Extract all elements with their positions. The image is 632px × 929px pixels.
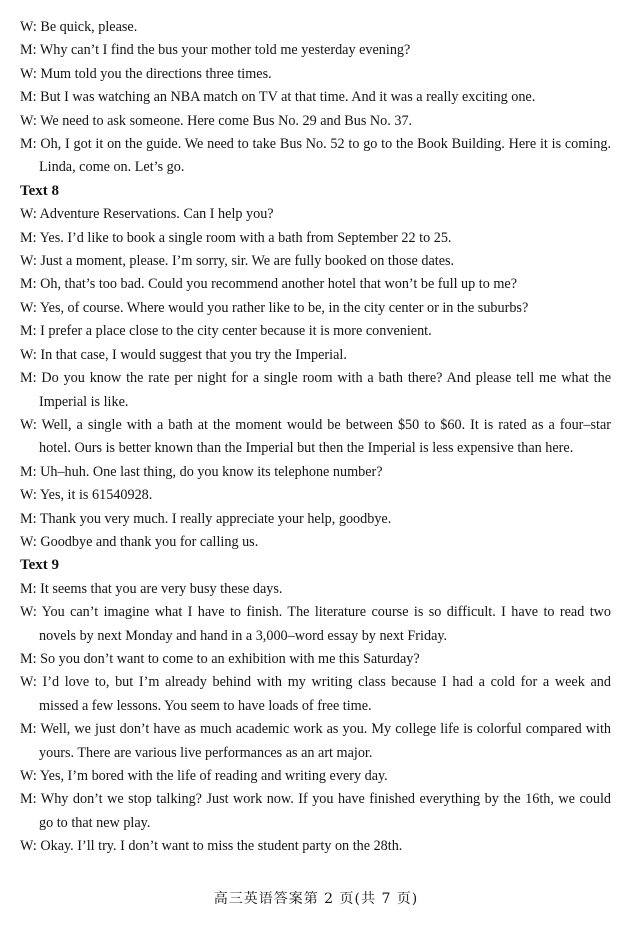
dialogue-line: M: Uh–huh. One last thing, do you know its telephone number? — [20, 463, 383, 480]
dialogue-line: M: Oh, that’s too bad. Could you recommend another hotel that won’t be full up to me? — [20, 276, 517, 293]
page-footer: 高三英语答案第 2 页(共 7 页) — [213, 891, 419, 907]
dialogue-line: M: I prefer a place close to the city center because it is more convenient. — [20, 323, 432, 340]
dialogue-line: M: Do you know the rate per night for a single room with a bath there? And please tell me what the Imperial is like. — [20, 370, 611, 410]
section-heading: Text 9 — [20, 557, 60, 574]
dialogue-line: W: Yes, it is 61540928. — [20, 487, 153, 504]
dialogue-line: M: But I was watching an NBA match on TV at that time. And it was a really exciting one. — [20, 89, 536, 106]
dialogue-line: W: Yes, of course. Where would you rather like to be, in the city center or in the suburbs? — [20, 299, 529, 316]
dialogue-line: M: Oh, I got it on the guide. We need to take Bus No. 52 to go to the Book Building. Here it is coming. Linda, come on. Let’s go. — [20, 136, 611, 176]
dialogue-line: W: In that case, I would suggest that you try the Imperial. — [20, 346, 347, 363]
transcript-body — [20, 16, 611, 859]
dialogue-line: M: Why don’t we stop talking? Just work now. If you have finished everything by the 16th, we could go to that new play. — [20, 791, 611, 831]
dialogue-line: W: Well, a single with a bath at the moment would be between $50 to $60. It is rated as a four–star hotel. Ours is better known than the Imperial but then the Imperial is less expensive than here. — [20, 416, 611, 457]
dialogue-line: W: Mum told you the directions three times. — [20, 65, 272, 82]
section-heading: Text 8 — [20, 182, 60, 199]
dialogue-line: W: Adventure Reservations. Can I help you? — [20, 206, 274, 223]
dialogue-line: W: Just a moment, please. I’m sorry, sir. We are fully booked on those dates. — [20, 253, 455, 270]
dialogue-line: M: Yes. I’d like to book a single room with a bath from September 22 to 25. — [20, 229, 452, 246]
dialogue-line: M: Why can’t I find the bus your mother told me yesterday evening? — [20, 42, 411, 59]
dialogue-line: W: We need to ask someone. Here come Bus No. 29 and Bus No. 37. — [20, 112, 413, 129]
dialogue-line: W: Okay. I’ll try. I don’t want to miss the student party on the 28th. — [20, 838, 403, 855]
dialogue-line: M: It seems that you are very busy these days. — [20, 580, 283, 597]
dialogue-line: M: Well, we just don’t have as much academic work as you. My college life is colorful compared with yours. There are various live performances as an art major. — [20, 721, 611, 761]
dialogue-line: W: I’d love to, but I’m already behind with my writing class because I had a cold for a week and missed a few lessons. You seem to have loads of free time. — [20, 674, 611, 714]
dialogue-line: W: Goodbye and thank you for calling us. — [20, 533, 259, 550]
dialogue-line: M: Thank you very much. I really appreciate your help, goodbye. — [20, 510, 392, 527]
dialogue-line: W: You can’t imagine what I have to finish. The literature course is so difficult. I have to read two novels by next Monday and hand in a 3,000–word essay by next Friday. — [20, 604, 611, 644]
dialogue-line: W: Yes, I’m bored with the life of reading and writing every day. — [20, 768, 388, 784]
dialogue-line: W: Be quick, please. — [20, 19, 138, 35]
dialogue-line: M: So you don’t want to come to an exhibition with me this Saturday? — [20, 650, 420, 667]
